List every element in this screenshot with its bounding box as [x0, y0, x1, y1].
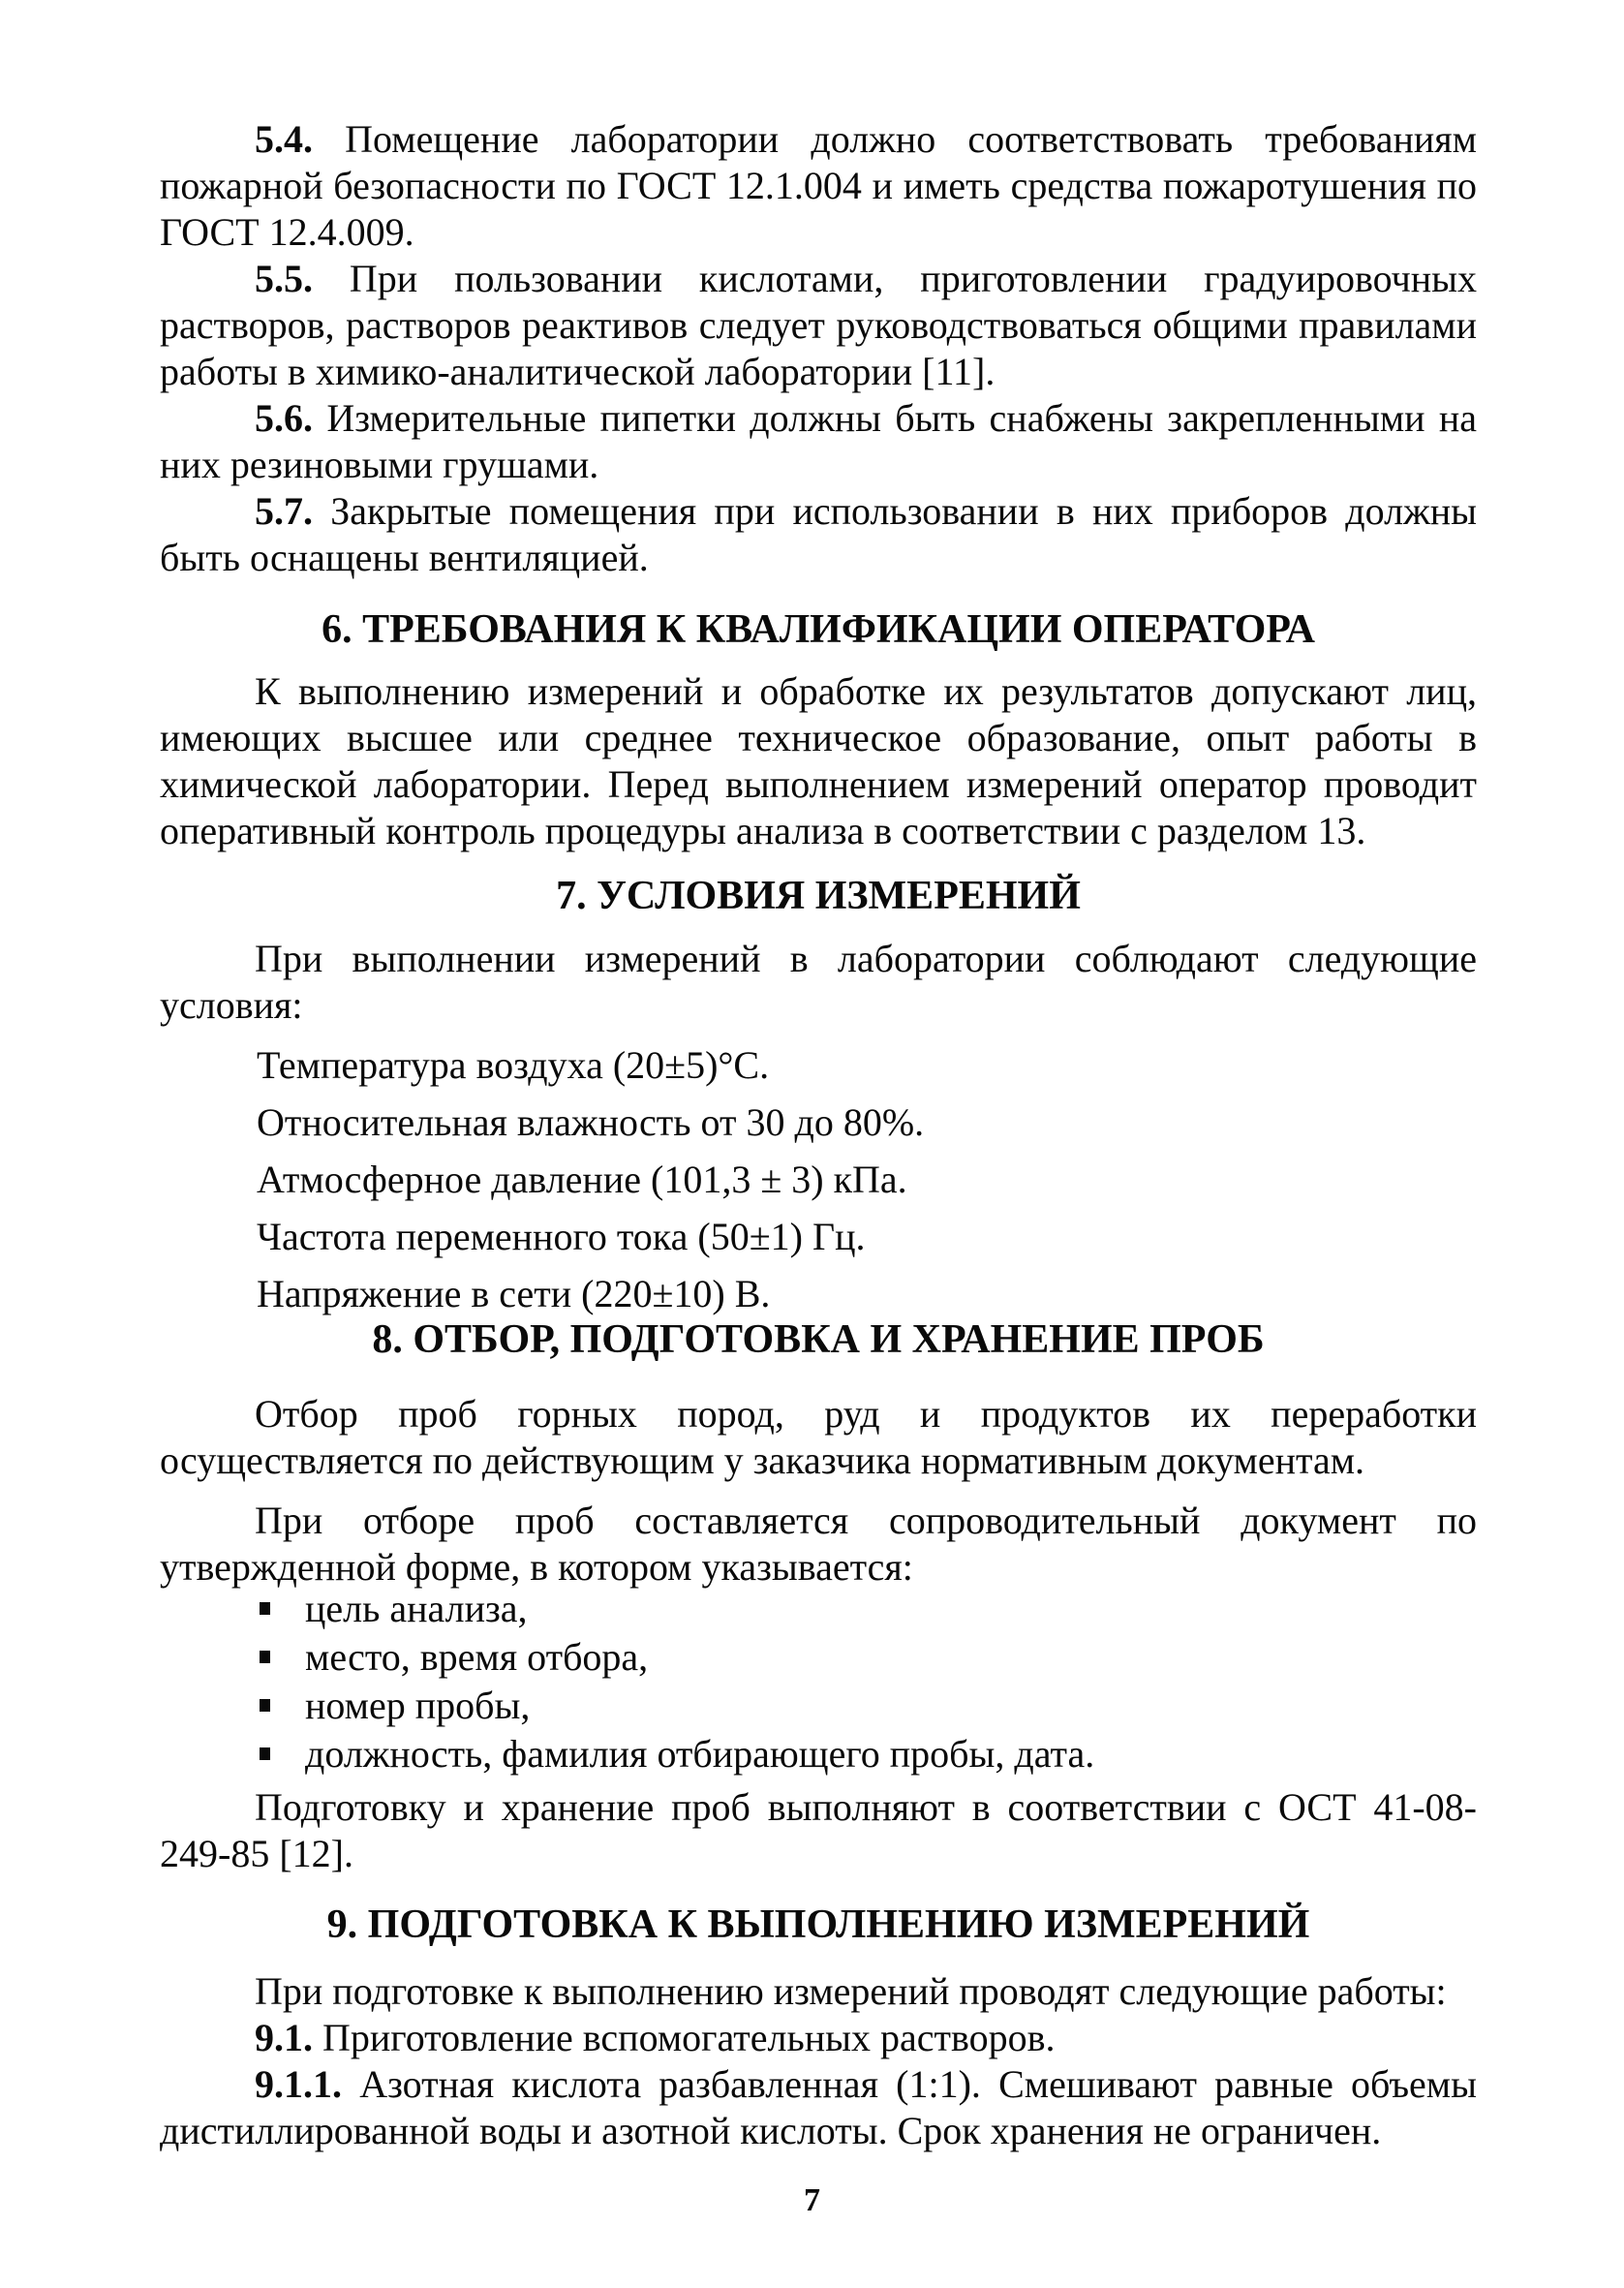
paragraph-number: 5.7.	[255, 489, 313, 533]
paragraph-number: 5.6.	[255, 396, 313, 440]
conditions-list	[257, 1036, 1477, 1322]
list-item: цель анализа,	[257, 1585, 1477, 1633]
section-9-heading: 9. ПОДГОТОВКА К ВЫПОЛНЕНИЮ ИЗМЕРЕНИЙ	[326, 1902, 1310, 1947]
list-item: номер пробы,	[257, 1682, 1477, 1730]
bullet-icon	[260, 1602, 270, 1615]
condition-item: Напряжение в сети (220±10) В.	[257, 1272, 771, 1315]
list-item: место, время отбора,	[257, 1633, 1477, 1682]
bullet-icon	[260, 1651, 270, 1663]
paragraph-9-1	[160, 2015, 1477, 2061]
section-7-heading: 7. УСЛОВИЯ ИЗМЕРЕНИЙ	[556, 874, 1081, 918]
section-6-text: К выполнению измерений и обработке их результатов допускают лиц, имеющих высшее или среднее техническое образование, опыт работы в химической лаборатории. Перед выполнением измерений оператор проводит оперативный контроль процедуры анализа в соответствии с разделом 13.	[160, 669, 1477, 852]
condition-item: Частота переменного тока (50±1) Гц.	[257, 1215, 866, 1258]
paragraph-number: 5.5.	[255, 257, 313, 300]
bullet-icon	[260, 1747, 270, 1760]
condition-item: Атмосферное давление (101,3 ± 3) кПа.	[257, 1158, 907, 1201]
section-8-p2: При отборе проб составляется сопроводительный документ по утвержденной форме, в котором указывается:	[160, 1499, 1477, 1589]
paragraph-9-1-1	[160, 2061, 1477, 2154]
section-6-heading: 6. ТРЕБОВАНИЯ К КВАЛИФИКАЦИИ ОПЕРАТОРА	[322, 607, 1315, 652]
condition-item: Температура воздуха (20±5)°С.	[257, 1043, 770, 1087]
bullet-icon	[260, 1699, 270, 1712]
paragraph-text: Измерительные пипетки должны быть снабжены закрепленными на них резиновыми грушами.	[160, 396, 1478, 486]
paragraph-text: При пользовании кислотами, приготовлении градуировочных растворов, растворов реактивов следует руководствоваться общими правилами работы в химико-аналитической лаборатории [11].	[160, 257, 1478, 393]
section-8-p3: Подготовку и хранение проб выполняют в соответствии с ОСТ 41-08-249-85 [12].	[160, 1785, 1477, 1875]
section-8-p1: Отбор проб горных пород, руд и продуктов их переработки осуществляется по действующим у заказчика нормативным документам.	[160, 1392, 1477, 1482]
paragraph-number: 9.1.1.	[255, 2062, 342, 2106]
page-number: 7	[804, 2182, 820, 2218]
paragraph-text: Помещение лаборатории должно соответствовать требованиям пожарной безопасности по ГОСТ 12.1.004 и иметь средства пожаротушения по ГОСТ 12.4.009.	[160, 117, 1477, 254]
paragraph-text: Азотная кислота разбавленная (1:1). Смешивают равные объемы дистиллированной воды и азотной кислоты. Срок хранения не ограничен.	[160, 2062, 1477, 2152]
paragraph-5-5	[160, 256, 1477, 395]
sample-document-list	[257, 1585, 1477, 1778]
list-item: должность, фамилия отбирающего пробы, дата.	[257, 1730, 1477, 1778]
section-8-heading: 8. ОТБОР, ПОДГОТОВКА И ХРАНЕНИЕ ПРОБ	[372, 1317, 1265, 1362]
paragraph-5-4	[160, 116, 1477, 256]
condition-item: Относительная влажность от 30 до 80%.	[257, 1100, 925, 1144]
paragraph-number: 9.1.	[255, 2016, 313, 2059]
section-7-intro: При выполнении измерений в лаборатории соблюдают следующие условия:	[160, 937, 1477, 1027]
paragraph-text: Приготовление вспомогательных растворов.	[322, 2016, 1056, 2059]
paragraph-5-7	[160, 488, 1477, 581]
paragraph-number: 5.4.	[255, 117, 313, 161]
paragraph-5-6	[160, 395, 1477, 488]
section-9-intro: При подготовке к выполнению измерений проводят следующие работы:	[255, 1969, 1447, 2013]
paragraph-text: Закрытые помещения при использовании в них приборов должны быть оснащены вентиляцией.	[160, 489, 1478, 579]
